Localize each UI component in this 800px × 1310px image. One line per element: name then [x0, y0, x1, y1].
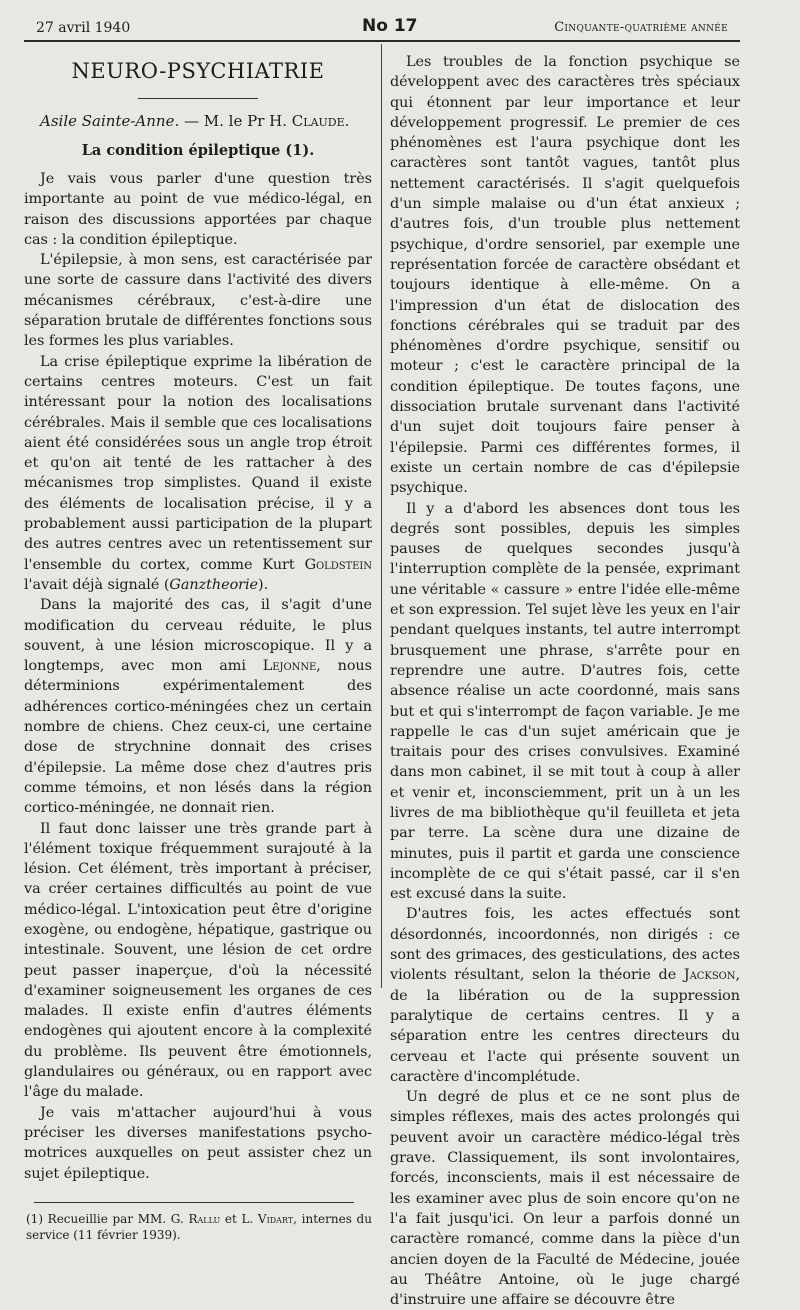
paragraph-text: , nous déterminions expérimentalement des adhérences cortico-méningées chez un certain nombre de chiens. Chez ceux-ci, une certaine dose de strychnine donnait des crises d'épilepsie. La même dose chez d'autres pris comme témoins, et non lésés dans la région cortico-méningée, ne donnait rien.: [24, 658, 372, 817]
header-rule: [24, 40, 740, 42]
paragraph: Je vais m'attacher aujourd'hui à vous préciser les diverses manifestations psycho-motrices auxquelles on peut assister chez un sujet épileptique.: [24, 1104, 372, 1182]
paragraph-text: l'avait déjà signalé (: [24, 576, 170, 593]
section-title: NEURO-PSYCHIATRIE: [71, 59, 325, 83]
paragraph-text: La crise épileptique exprime la libération de certains centres moteurs. C'est un fait intéressant pour la notion des localisations cérébrales. Mais il semble que ces localisations aient été considérées sous un angle trop étroit et qu'on ait tenté de les rattacher à des mécanismes trop simplistes. Quand il existe des éléments de localisation précise, il y a probablement aussi participation de la plupart des autres centres avec un retentissement sur l'ensemble du cortex, comme Kurt: [24, 353, 372, 573]
asylum-name: Asile Sainte-Anne.: [40, 112, 180, 130]
section-title-rule: [138, 98, 258, 99]
footnote-name: Rallu: [188, 1211, 221, 1226]
issue-number: No 17: [362, 16, 418, 36]
paragraph: [390, 904, 740, 1087]
italic-term: Ganztheorie: [169, 576, 259, 593]
left-column: [24, 52, 372, 1243]
paragraph-text: ).: [258, 576, 269, 593]
footnote: [26, 1211, 372, 1243]
byline-dash: — M. le: [184, 112, 243, 130]
page-header: [36, 14, 728, 40]
paragraph: Je vais vous parler d'une question très importante au point de vue médico-légal, en raison des discussions apportées par chaque cas : la condition épileptique.: [24, 171, 372, 248]
article-title: La condition épileptique (1).: [81, 142, 315, 159]
paragraph: Un degré de plus et ce ne sont plus de simples réflexes, mais des actes prolongés qui peuvent avoir un caractère médico-légal très grave. Classiquement, ils sont involontaires, forcés, inconscients, mais il est nécessaire de les examiner avec plus de soin encore qu'on ne l'a fait jusqu'ici. On leur a parfois donné un caractère romancé, comme dans la pièce d'un ancien doyen de la Faculté de Médecine, jouée au Théâtre Antoine, où le juge chargé d'instruire une affaire se découvre être: [390, 1089, 740, 1309]
footnote-rule: [34, 1202, 354, 1203]
paragraph-text: , de la libération ou de la suppression paralytique de certains centres. Il y a séparation entre les centres directeurs du cerveau et l'acte qui présente souvent un caractère d'incomplétude.: [390, 967, 740, 1085]
author-name: Lejonne: [262, 658, 317, 675]
paragraph: [24, 352, 372, 596]
paragraph: Les troubles de la fonction psychique se développent avec des caractères très spéciaux qui étonnent par leur importance et leur développement progressif. Le premier de ces phénomènes est l'aura psychique dont les caractères sont tantôt vagues, tantôt plus nettement caractérisés. Il s'agit quelquefois d'un simple malaise ou d'un état anxieux ; d'autres fois, d'un trouble plus nettement psychique, d'ordre sensoriel, par exemple une représentation forcée de caractère obsédant et toujours identique à elle-même. On a l'impression d'un état de dislocation des fonctions cérébrales qui se traduit par des phénomènes d'ordre psychique, sensitif ou moteur ; c'est le caractère principal de la condition épileptique. De toutes façons, une dissociation brutale survenant dans l'activité d'un sujet doit toujours faire penser à l'épilepsie. Parmi ces différentes formes, il existe un certain nombre de cas d'épilepsie psychique.: [390, 54, 740, 497]
professor-name: Claude.: [291, 112, 350, 130]
lecture-byline: [24, 111, 372, 132]
author-name: Jackson: [683, 967, 736, 984]
volume-year: Cinquante-quatrième année: [554, 20, 728, 35]
paragraph: [24, 595, 372, 818]
column-divider: [381, 44, 382, 988]
professor-title: Pr H.: [247, 112, 288, 130]
footnote-text: (1) Recueillie par MM. G.: [26, 1211, 184, 1226]
paragraph: L'épilepsie, à mon sens, est caractérisée par une sorte de cassure dans l'activité des divers mécanismes cérébraux, c'est-à-dire une séparation brutale de différentes fonctions sous les formes les plus variables.: [24, 252, 372, 350]
paragraph: Il faut donc laisser une très grande part à l'élément toxique fréquemment surajouté à la lésion. Cet élément, très important à préciser, va créer certaines difficultés au point de vue médico-légal. L'intoxication peut être d'origine exogène, ou endogène, hépatique, gastrique ou intestinale. Souvent, une lésion de cet ordre peut passer inaperçue, d'où la nécessité d'examiner soigneusement les organes de ces malades. Il existe enfin d'autres éléments endogènes qui ajoutent encore à la complexité du problème. Ils peuvent être émotionnels, glandulaires ou généraux, ou en rapport avec l'âge du malade.: [24, 820, 372, 1101]
issue-date: 27 avril 1940: [36, 20, 131, 36]
right-column: [390, 52, 740, 1310]
footnote-name: Vidart: [257, 1211, 294, 1226]
paragraph-text: Dans la majorité des cas, il s'agit d'une modification du cerveau réduite, le plus souvent, à une lésion microscopique. Il y a longtemps, avec mon ami: [24, 597, 372, 675]
footnote-text: et L.: [224, 1211, 254, 1226]
paragraph-text: D'autres fois, les actes effectués sont désordonnés, incoordonnés, non dirigés : ce sont des grimaces, des gesticulations, des actes violents résultant, selon la théorie de: [390, 906, 740, 984]
paragraph: Il y a d'abord les absences dont tous les degrés sont possibles, depuis les simples pauses de quelques secondes jusqu'à l'interruption complète de la pensée, exprimant une véritable « cassure » entre l'idée elle-même et son expression. Tel sujet lève les yeux en l'air pendant quelques instants, tel autre interrompt brusquement une phrase, s'arrête pour en reprendre une autre. D'autres fois, cette absence réalise un acte coordonné, mais sans but et qui s'interrompt de façon variable. Je me rappelle le cas d'un sujet américain que je traitais pour des crises convulsives. Examiné dans mon cabinet, il se mit tout à coup à aller et venir et, inconsciemment, prit un à un les livres de ma bibliothèque qu'il feuilleta et jeta par terre. La scène dura une dizaine de minutes, puis il partit et garda une conscience incomplète de ce qui s'était passé, car il s'en est excusé dans la suite.: [390, 500, 740, 903]
author-name: Goldstein: [304, 556, 372, 573]
footnote-text: , internes du service (11 février 1939).: [26, 1211, 372, 1242]
